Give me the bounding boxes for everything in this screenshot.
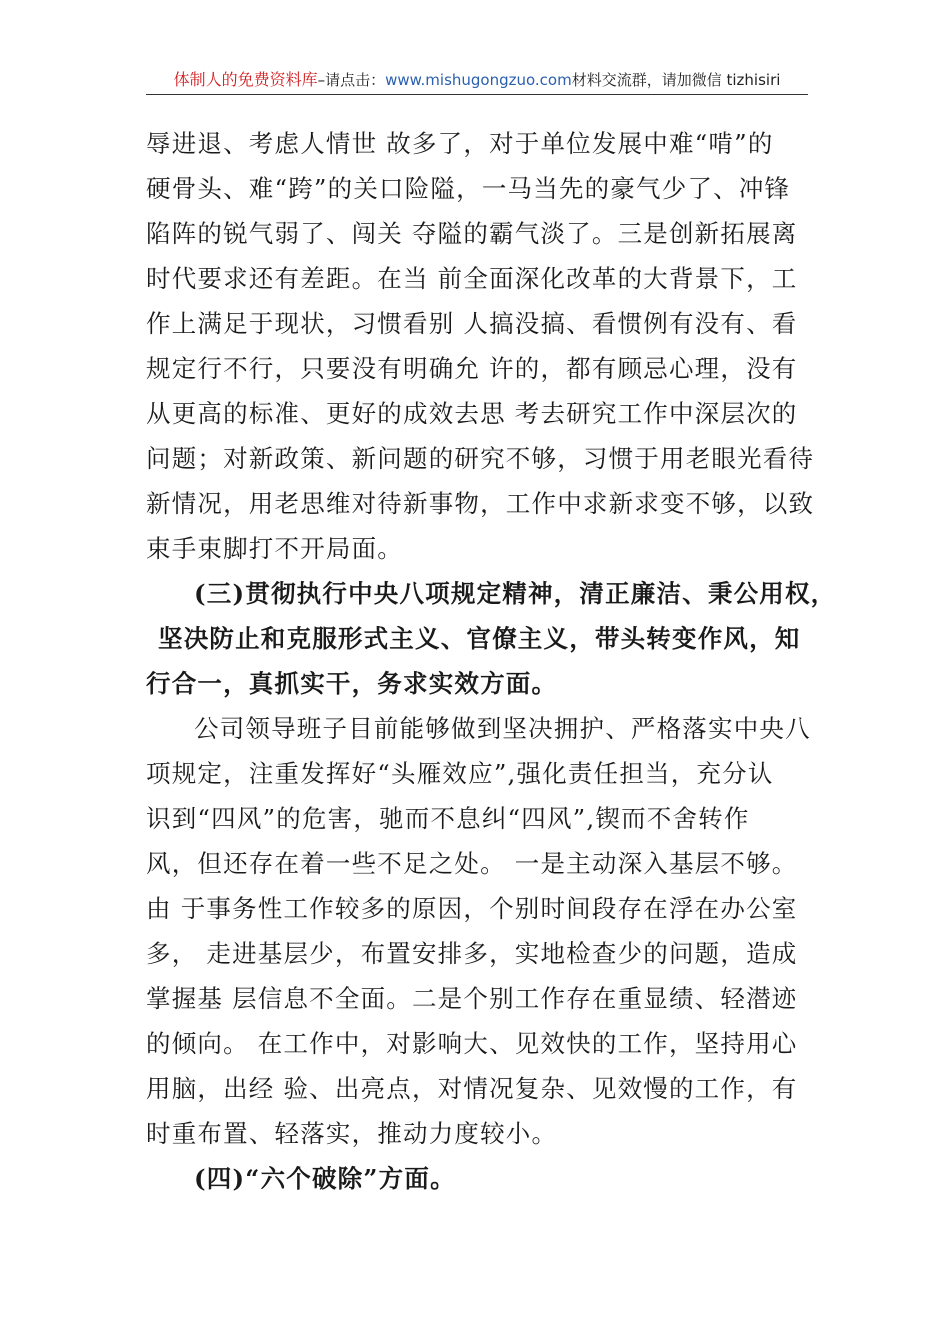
body-line: 风，但还存在着一些不足之处。 一是主动深入基层不够。: [146, 849, 798, 878]
body-line: 从更高的标准、更好的成效去思 考去研究工作中深层次的: [146, 399, 798, 428]
body-line: 规定行不行，只要没有明确允 许的，都有顾忌心理，没有: [146, 354, 798, 383]
section-heading-line: (三)贯彻执行中央八项规定精神，清正廉洁、秉公用权，: [194, 579, 837, 608]
body-line: 束手束脚打不开局面。: [146, 534, 403, 563]
document-body: [146, 121, 837, 1201]
contact-info: 材料交流群，请加微信 tizhisiri: [571, 71, 781, 89]
body-line: 辱进退、考虑人情世 故多了，对于单位发展中难“啃”的: [146, 129, 774, 158]
paragraph-first-line: 公司领导班子目前能够做到坚决拥护、严格落实中央八: [194, 714, 811, 743]
section-heading-line: 坚决防止和克服形式主义、官僚主义，带头转变作风，知: [158, 624, 801, 653]
body-line: 硬骨头、难“跨”的关口险隘，一马当先的豪气少了、冲锋: [146, 174, 791, 203]
body-line: 识到“四风”的危害，驰而不息纠“四风”,锲而不舍转作: [146, 804, 750, 833]
page-header: [146, 68, 808, 92]
body-line: 由 于事务性工作较多的原因，个别时间段存在浮在办公室: [146, 894, 798, 923]
body-line: 用脑，出经 验、出亮点，对情况复杂、见效慢的工作，有: [146, 1074, 798, 1103]
body-line: 的倾向。 在工作中，对影响大、见效快的工作，坚持用心: [146, 1029, 798, 1058]
section-heading-line: 行合一，真抓实干，务求实效方面。: [146, 669, 558, 698]
body-line: 新情况，用老思维对待新事物，工作中求新求变不够，以致: [146, 489, 815, 518]
body-line: 掌握基 层信息不全面。二是个别工作存在重显绩、轻潜迹: [146, 984, 798, 1013]
site-url-link[interactable]: www.mishugongzuo.com: [385, 71, 572, 89]
header-divider: [146, 94, 808, 95]
body-line: 多， 走进基层少，布置安排多，实地检查少的问题，造成: [146, 939, 798, 968]
site-name: 体制人的免费资料库: [173, 70, 318, 89]
body-line: 项规定，注重发挥好“头雁效应”,强化责任担当，充分认: [146, 759, 774, 788]
body-line: 时代要求还有差距。在当 前全面深化改革的大背景下，工: [146, 264, 798, 293]
body-line: 问题；对新政策、新问题的研究不够，习惯于用老眼光看待: [146, 444, 815, 473]
body-line: 陷阵的锐气弱了、闯关 夺隘的霸气淡了。三是创新拓展离: [146, 219, 798, 248]
click-prompt: –请点击：: [317, 71, 386, 89]
body-line: 作上满足于现状，习惯看别 人搞没搞、看惯例有没有、看: [146, 309, 798, 338]
section-heading-line: (四)“六个破除”方面。: [194, 1164, 456, 1193]
body-line: 时重布置、轻落实，推动力度较小。: [146, 1119, 558, 1148]
